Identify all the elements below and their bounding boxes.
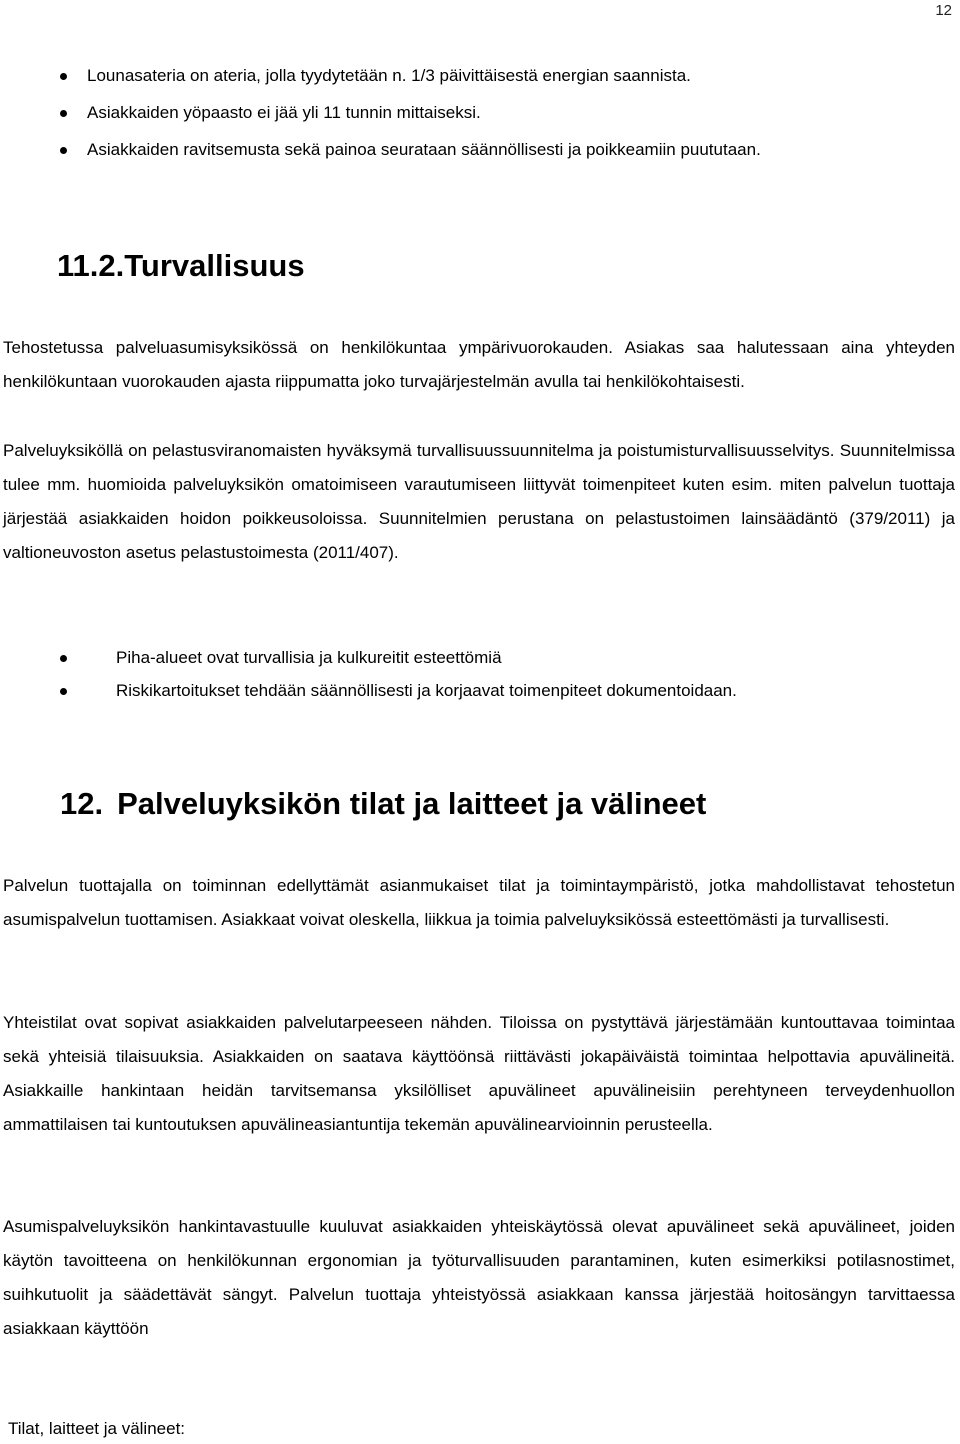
list-item-text: Riskikartoitukset tehdään säännöllisesti ja korjaavat toimenpiteet dokumentoidaan. xyxy=(116,681,737,700)
list-item xyxy=(3,681,955,714)
list-item-text: Asiakkaiden yöpaasto ei jää yli 11 tunnin mittaiseksi. xyxy=(87,103,481,122)
list-item xyxy=(3,140,955,177)
bullet-icon xyxy=(60,110,67,117)
paragraph: Yhteistilat ovat sopivat asiakkaiden palvelutarpeeseen nähden. Tiloissa on pystyttävä järjestämään kuntouttavaa toimintaa sekä yhteisiä tilaisuuksia. Asiakkaiden on saatava käyttöönsä riittävästi jokapäiväistä toimintaa helpottavia apuvälineitä. Asiakkaille hankintaan heidän tarvitsemansa yksilölliset apuvälineet apuvälineisiin perehtyneen terveydenhuollon ammattilaisen tai kuntoutuksen apuvälineasiantuntija tekemän apuvälinearvioinnin perusteella. xyxy=(3,1013,955,1134)
paragraph: Palvelun tuottajalla on toiminnan edellyttämät asianmukaiset tilat ja toimintaympäristö, jotka mahdollistavat tehostetun asumispalvelun tuottamisen. Asiakkaat voivat oleskella, liikkua ja toimia palveluyksikössä esteettömästi ja turvallisesti. xyxy=(3,876,955,929)
section-heading-11-2 xyxy=(57,248,305,284)
paragraph: Asumispalveluyksikön hankintavastuulle kuuluvat asiakkaiden yhteiskäytössä olevat apuvälineet sekä apuvälineet, joiden käytön tavoitteena on henkilökunnan ergonomian ja työturvallisuuden parantaminen, kuten esimerkiksi potilasnostimet, suihkutuolit ja säädettävät sängyt. Palvelun tuottaja yhteistyössä asiakkaan kanssa järjestää hoitosängyn tarvittaessa asiakkaan käyttöön xyxy=(3,1217,955,1338)
bullet-icon xyxy=(60,73,67,80)
page-number: 12 xyxy=(935,2,952,19)
list-item-text: Asiakkaiden ravitsemusta sekä painoa seurataan säännöllisesti ja poikkeamiin puututaan. xyxy=(87,140,761,159)
paragraph: Palveluyksiköllä on pelastusviranomaisten hyväksymä turvallisuussuunnitelma ja poistumisturvallisuusselvitys. Suunnitelmissa tulee mm. huomioida palveluyksikön omatoimiseen varautumiseen liittyvät toimenpiteet kuten esim. miten palvelun tuottaja järjestää asiakkaiden hoidon poikkeusoloissa. Suunnitelmien perustana on pelastustoimen lainsäädäntö (379/2011) ja valtioneuvoston asetus pelastustoimesta (2011/407). xyxy=(3,441,955,562)
bullet-icon xyxy=(60,147,67,154)
facilities-paragraph-3 xyxy=(3,1210,955,1346)
nutrition-bullet-list xyxy=(3,66,955,177)
safety-paragraph-1 xyxy=(3,331,955,399)
section-title: Turvallisuus xyxy=(124,248,305,283)
paragraph: Tehostetussa palveluasumisyksikössä on henkilökuntaa ympärivuorokauden. Asiakas saa halutessaan aina yhteyden henkilökuntaan vuorokauden ajasta riippumatta joko turvajärjestelmän avulla tai henkilökohtaisesti. xyxy=(3,338,955,391)
list-item xyxy=(3,66,955,103)
section-heading-12 xyxy=(60,786,706,822)
list-item-text: Piha-alueet ovat turvallisia ja kulkureitit esteettömiä xyxy=(116,648,502,667)
section-title: Palveluyksikön tilat ja laitteet ja välineet xyxy=(117,786,707,821)
facilities-paragraph-1 xyxy=(3,869,955,937)
section-number: 11.2. xyxy=(57,248,125,283)
list-item-text: Lounasateria on ateria, jolla tyydytetään n. 1/3 päivittäisestä energian saannista. xyxy=(87,66,691,85)
section-number: 12. xyxy=(60,786,104,821)
facilities-paragraph-2 xyxy=(3,1006,955,1142)
list-item xyxy=(3,648,955,681)
list-item xyxy=(3,103,955,140)
bullet-icon xyxy=(60,688,67,695)
facilities-caption: Tilat, laitteet ja välineet: xyxy=(8,1419,186,1438)
safety-paragraph-2 xyxy=(3,434,955,570)
bullet-icon xyxy=(60,655,67,662)
safety-bullet-list xyxy=(3,648,955,714)
